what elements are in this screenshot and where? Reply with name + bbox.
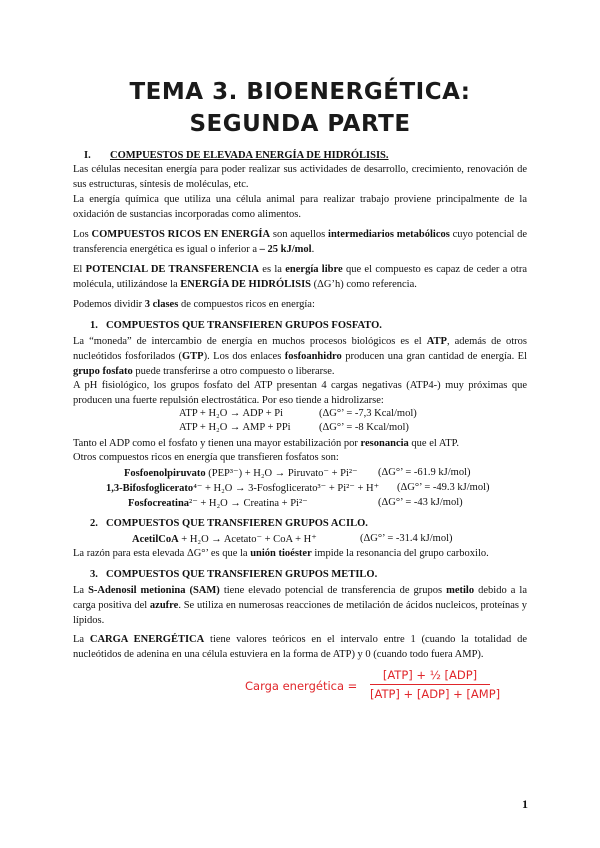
formula-denominator: [ATP] + [ADP] + [AMP]	[370, 684, 490, 701]
paragraph-ph-physiological: A pH fisiológico, los grupos fosfato del ATP presentan 4 cargas negativas (ATP4-) muy próximas que producen una fuerte repulsión electrostática. Por eso tiende a hidrolizarse:	[73, 380, 527, 406]
equation-pep-dg: (ΔG°’ = -61.9 kJ/mol)	[378, 467, 471, 478]
formula-label: Carga energética =	[245, 679, 358, 693]
equation-bpg-dg: (ΔG°’ = -49.3 kJ/mol)	[397, 482, 490, 493]
paragraph-other-compounds: Otros compuestos ricos en energía que transfieren fosfatos son:	[73, 452, 339, 463]
section-heading: COMPUESTOS DE ELEVADA ENERGÍA DE HIDRÓLISIS.	[110, 150, 389, 161]
equation-acetylcoa: AcetilCoA + H₂O → Acetato⁻ + CoA + H⁺	[132, 534, 317, 545]
paragraph-atp-currency: La “moneda” de intercambio de energía en muchos procesos biológicos es el ATP, además de otros nucleótidos fosforilados (GTP). Los dos enlaces fosfoanhidro producen una gran cantidad de energía. El grupo fosfato puede transferirse a otro compuesto o liberarse.	[73, 336, 527, 377]
subsection-heading: COMPUESTOS QUE TRANSFIEREN GRUPOS FOSFATO.	[106, 320, 382, 331]
equation-atp-adp: ATP + H₂O → ADP + Pi	[179, 408, 283, 419]
equation-phosphocreatine-dg: (ΔG°’ = -43 kJ/mol)	[378, 497, 463, 508]
paragraph-thioester: La razón para esta elevada ΔG°’ es que la unión tioéster impide la resonancia del grupo carboxilo.	[73, 548, 489, 559]
subsection-heading: COMPUESTOS QUE TRANSFIEREN GRUPOS METILO.	[106, 569, 378, 580]
equation-atp-amp: ATP + H₂O → AMP + PPi	[179, 422, 291, 433]
formula-fraction	[370, 668, 501, 701]
paragraph-transfer-potential: El POTENCIAL DE TRANSFERENCIA es la energía libre que el compuesto es capaz de ceder a otra molécula, utilizándose la ENERGÍA DE HIDRÓLISIS (ΔG’h) como referencia.	[73, 264, 527, 290]
equation-atp-adp-dg: (ΔG°’ = -7,3 Kcal/mol)	[319, 408, 417, 419]
page-number: 1	[522, 797, 528, 811]
paragraph-sam: La S-Adenosil metionina (SAM) tiene elevado potencial de transferencia de grupos metilo debido a la carga positiva del azufre. Se utiliza en numerosas reacciones de metilación de ácidos nucleicos, proteínas y lípidos.	[73, 585, 527, 626]
paragraph-three-classes: Podemos dividir 3 clases de compuestos ricos en energía:	[73, 299, 315, 310]
paragraph-rich-compounds: Los COMPUESTOS RICOS EN ENERGÍA son aquellos intermediarios metabólicos cuyo potencial de transferencia energética es igual o inferior a – 25 kJ/mol.	[73, 229, 528, 255]
equation-phosphocreatine: Fosfocreatina²⁻ + H₂O → Creatina + Pi²⁻	[128, 498, 308, 509]
paragraph-resonance: Tanto el ADP como el fosfato y tienen una mayor estabilización por resonancia que el ATP.	[73, 438, 459, 449]
section-number: I.	[84, 150, 91, 161]
page-title-line2: SEGUNDA PARTE	[189, 111, 411, 137]
equation-atp-amp-dg: (ΔG°’ = -8 Kcal/mol)	[319, 422, 409, 433]
subsection-number: 2.	[90, 518, 98, 529]
subsection-number: 3.	[90, 569, 98, 580]
page-title-line1: TEMA 3. BIOENERGÉTICA:	[129, 79, 471, 105]
paragraph-cell-energy: Las células necesitan energía para poder realizar sus actividades de desarrollo, crecimiento, renovación de sus estructuras, síntesis de moléculas, etc.	[73, 164, 527, 190]
equation-acetylcoa-dg: (ΔG°’ = -31.4 kJ/mol)	[360, 533, 453, 544]
equation-bpg: 1,3-Bifosfoglicerato⁴⁻ + H₂O → 3-Fosfoglicerato³⁻ + Pi²⁻ + H⁺	[106, 483, 380, 494]
subsection-number: 1.	[90, 320, 98, 331]
paragraph-chemical-energy: La energía química que utiliza una célula animal para realizar trabajo proviene principalmente de la oxidación de sustancias incorporadas como alimentos.	[73, 194, 527, 220]
equation-pep: Fosfoenolpiruvato (PEP³⁻) + H₂O → Piruvato⁻ + Pi²⁻	[124, 468, 358, 479]
subsection-heading: COMPUESTOS QUE TRANSFIEREN GRUPOS ACILO.	[106, 518, 368, 529]
formula-numerator: [ATP] + ½ [ADP]	[382, 668, 478, 682]
paragraph-energy-charge: La CARGA ENERGÉTICA tiene valores teóricos en el intervalo entre 1 (cuando la totalidad de nucleótidos de adenina en una célula estuviera en la forma de ATP) y 0 (cuando todo fuera AMP).	[73, 634, 527, 660]
